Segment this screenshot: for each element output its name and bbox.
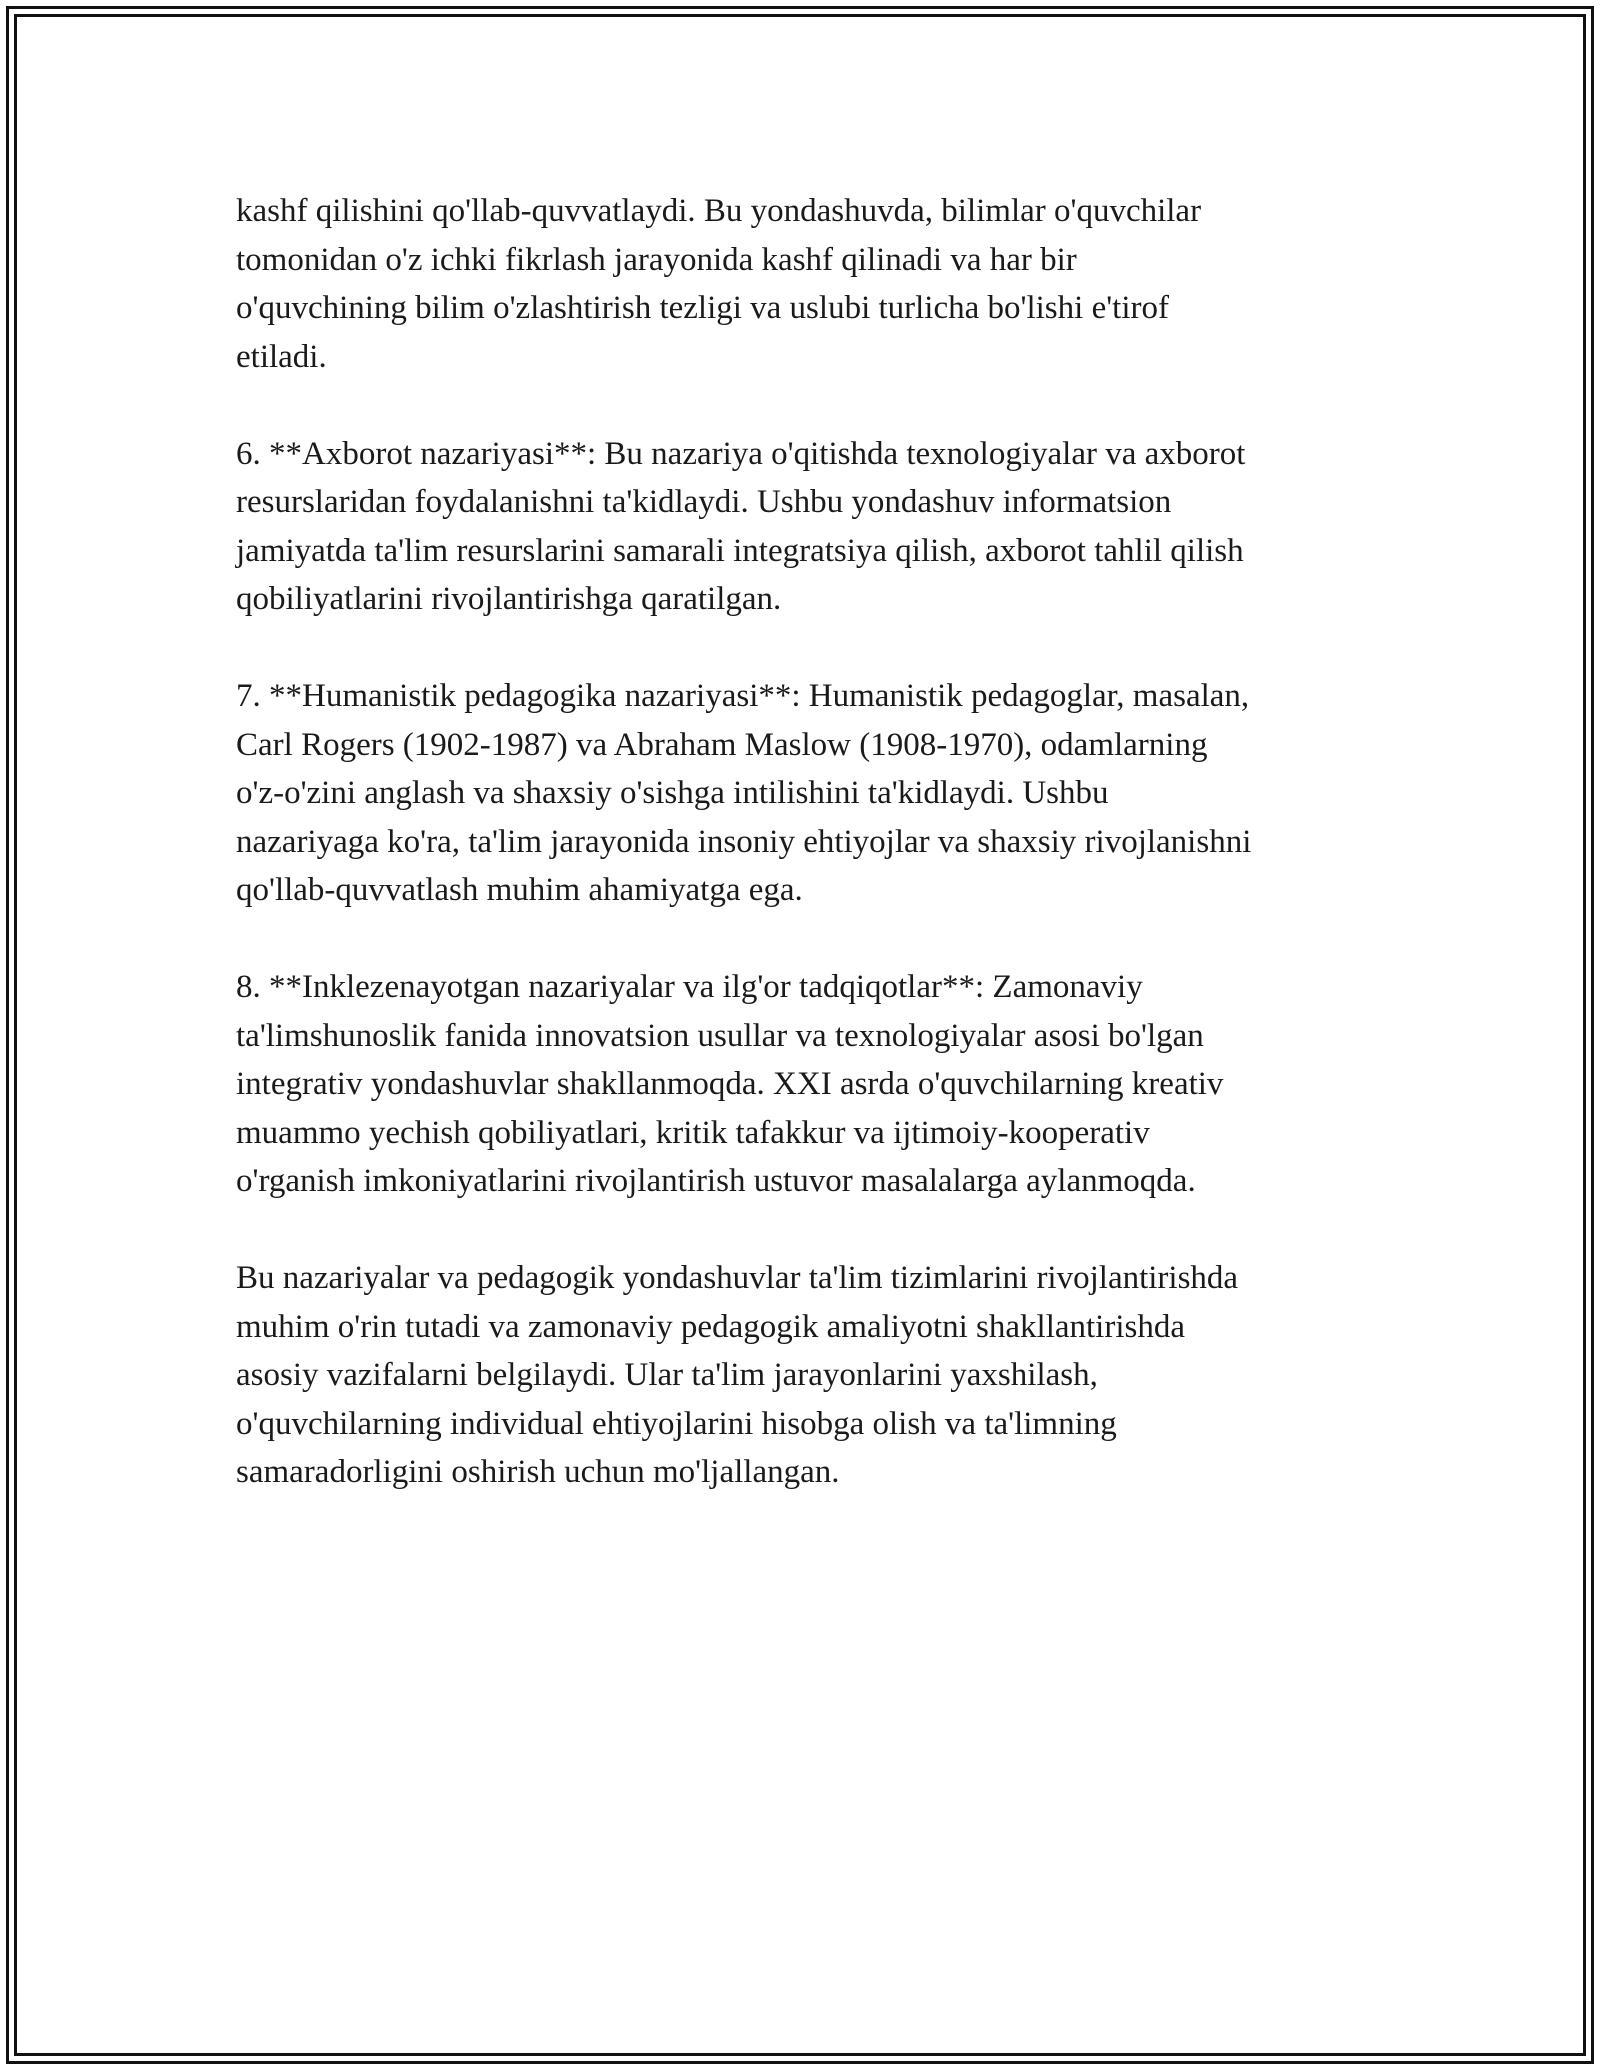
paragraph-inklezenayotgan-nazariyalar: 8. **Inklezenayotgan nazariyalar va ilg'or tadqiqotlar**: Zamonaviy ta'limshunoslik fanida innovatsion usullar va texnologiyalar asosi bo'lgan integrativ yondashuvlar shakllanmoqda. XXI asrda o'quvchilarning kreativ muammo yechish qobiliyatlari, kritik tafakkur va ijtimoiy-kooperativ o'rganish imkoniyatlarini rivojlantirish ustuvor masalalarga aylanmoqda. <box>236 969 1224 1199</box>
paragraph-axborot-nazariyasi: 6. **Axborot nazariyasi**: Bu nazariya o'qitishda texnologiyalar va axborot resurslaridan foydalanishni ta'kidlaydi. Ushbu yondashuv informatsion jamiyatda ta'lim resurslarini samarali integratsiya qilish, axborot tahlil qilish qobiliyatlarini rivojlantirishga qaratilgan. <box>236 435 1246 617</box>
document-body <box>236 187 1396 1545</box>
paragraph-humanistik-pedagogika: 7. **Humanistik pedagogika nazariyasi**: Humanistik pedagoglar, masalan, Carl Rogers (1902-1987) va Abraham Maslow (1908-1970), odamlarning o'z-o'zini anglash va shaxsiy o'sishga intilishini ta'kidlaydi. Ushbu nazariyaga ko'ra, ta'lim jarayonida insoniy ehtiyojlar va shaxsiy rivojlanishni qo'llab-quvvatlash muhim ahamiyatga ega. <box>236 678 1252 908</box>
paragraph-continuation: kashf qilishini qo'llab-quvvatlaydi. Bu yondashuvda, bilimlar o'quvchilar tomonidan o'z ichki fikrlash jarayonida kashf qilinadi va har bir o'quvchining bilim o'zlashtirish tezligi va uslubi turlicha bo'lishi e'tirof etiladi. <box>236 193 1202 375</box>
paragraph-conclusion: Bu nazariyalar va pedagogik yondashuvlar ta'lim tizimlarini rivojlantirishda muhim o'rin tutadi va zamonaviy pedagogik amaliyotni shakllantirishda asosiy vazifalarni belgilaydi. Ular ta'lim jarayonlarini yaxshilash, o'quvchilarning individual ehtiyojlarini hisobga olish va ta'limning samaradorligini oshirish uchun mo'ljallangan. <box>236 1260 1239 1490</box>
